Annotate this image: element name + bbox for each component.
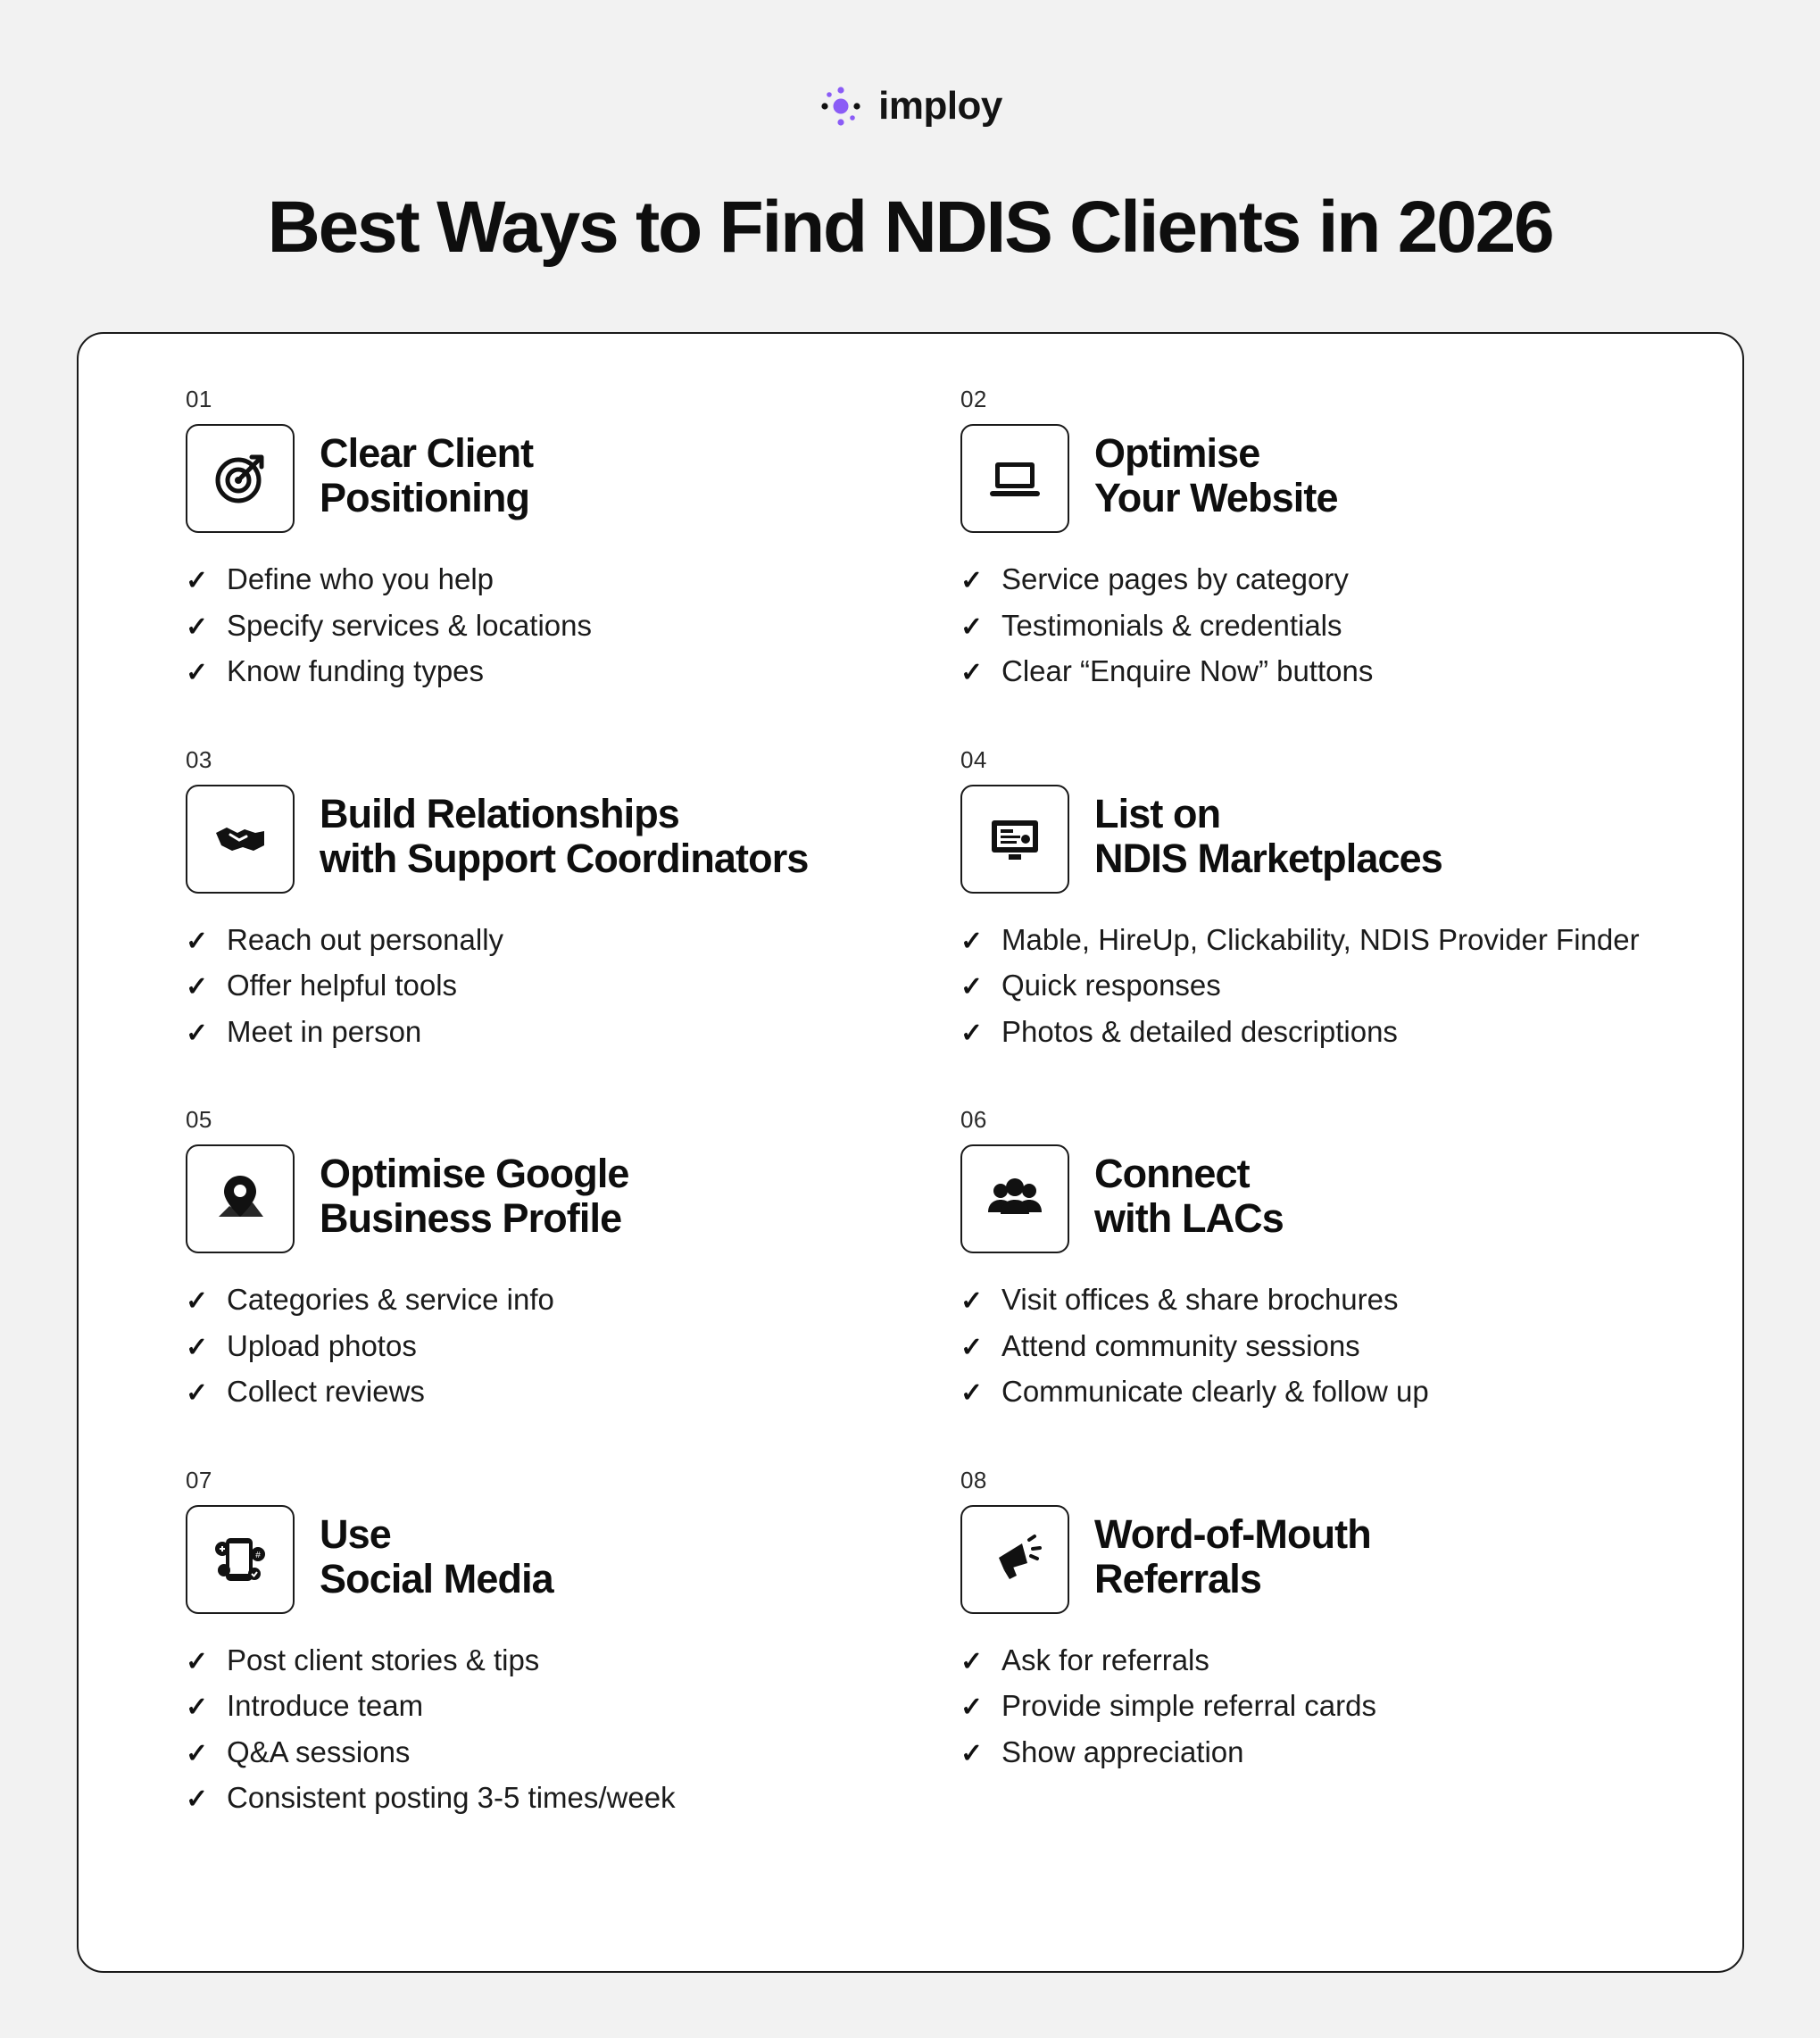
item-bullets [186,1277,885,1415]
brand-name: imploy [878,84,1002,128]
check-icon: ✓ [186,1332,209,1362]
bullet [960,1009,1682,1055]
item-bullets [960,1277,1682,1415]
bullet [960,1729,1682,1776]
bullet [186,1277,885,1323]
list-item [928,1467,1689,1821]
bullet-text: Introduce team [227,1689,424,1723]
bullet [960,556,1682,603]
bullet-text: Post client stories & tips [227,1643,540,1676]
people-group-icon [960,1144,1069,1253]
item-title [1094,1144,1284,1242]
check-icon: ✓ [186,926,209,956]
imploy-logo-icon [818,83,864,129]
item-header [186,424,885,533]
check-icon: ✓ [186,1738,209,1768]
handshake-icon [186,785,295,894]
item-number: 08 [960,1466,987,1493]
bullet [186,1368,885,1415]
bullet-text: Consistent posting 3-5 times/week [227,1781,676,1815]
list-item [928,386,1689,695]
bullet [186,1683,885,1729]
item-bullets [960,1637,1682,1776]
bullet-text: Attend community sessions [1001,1328,1360,1362]
bullet-text: Quick responses [1001,969,1221,1002]
item-title-line1: Word-of-Mouth [1094,1510,1371,1557]
bullet-text: Define who you help [227,562,494,595]
check-icon: ✓ [960,658,984,688]
item-title [320,785,808,882]
check-icon: ✓ [960,566,984,595]
item-header [960,1144,1682,1253]
bullet [186,556,885,603]
check-icon: ✓ [960,1646,984,1676]
check-icon: ✓ [960,1738,984,1768]
item-title-line2: with Support Coordinators [320,835,809,881]
online-store-monitor-icon [960,785,1069,894]
item-title [1094,785,1442,882]
item-number: 05 [186,1106,212,1134]
check-icon: ✓ [186,1378,209,1409]
check-icon: ✓ [186,566,209,595]
bullet-text: Categories & service info [227,1283,554,1317]
laptop-icon [960,424,1069,533]
item-bullets [186,1637,885,1821]
item-number: 07 [186,1466,212,1493]
bullet [186,1009,885,1055]
bullet-text: Meet in person [227,1014,422,1048]
check-icon: ✓ [960,972,984,1002]
check-icon: ✓ [186,611,209,642]
check-icon: ✓ [186,1784,209,1815]
bullet-text: Reach out personally [227,922,504,956]
check-icon: ✓ [186,1286,209,1317]
target-arrow-icon [186,424,295,533]
item-title [320,1505,553,1602]
list-item [132,1106,893,1415]
check-icon: ✓ [960,1018,984,1048]
bullet-text: Clear “Enquire Now” buttons [1001,654,1374,688]
bullet-text: Mable, HireUp, Clickability, NDIS Provider Finder [1001,922,1640,956]
item-title-line2: Your Website [1094,475,1338,521]
item-header [960,785,1682,894]
bullet [960,917,1682,963]
bullet-text: Show appreciation [1001,1734,1244,1768]
item-title-line2: NDIS Marketplaces [1094,835,1442,881]
bullet [186,1323,885,1369]
item-title-line2: Business Profile [320,1195,622,1242]
bullet-text: Upload photos [227,1328,417,1362]
item-title-line2: Social Media [320,1556,553,1602]
bullet-text: Visit offices & share brochures [1001,1283,1399,1317]
check-icon: ✓ [960,611,984,642]
item-title-line1: Optimise [1094,430,1260,476]
bullet [186,1637,885,1684]
bullet-text: Service pages by category [1001,562,1349,595]
bullet-text: Testimonials & credentials [1001,608,1342,642]
item-title-line1: Use [320,1510,391,1557]
check-icon: ✓ [960,1332,984,1362]
list-item [132,1467,893,1821]
check-icon: ✓ [960,926,984,956]
check-icon: ✓ [186,1693,209,1723]
bullet-text: Offer helpful tools [227,969,458,1002]
bullet [186,648,885,695]
bullet-text: Provide simple referral cards [1001,1689,1376,1723]
item-header [186,1505,885,1614]
item-title [1094,1505,1371,1602]
item-title-line1: List on [1094,790,1221,836]
check-icon: ✓ [960,1378,984,1409]
bullet-text: Communicate clearly & follow up [1001,1375,1429,1409]
bullet-text: Photos & detailed descriptions [1001,1014,1398,1048]
bullet [186,1729,885,1776]
item-title-line2: with LACs [1094,1195,1284,1242]
bullet [960,962,1682,1009]
item-title-line1: Clear Client [320,430,534,476]
svg-text:#: # [255,1550,261,1560]
bullet-text: Q&A sessions [227,1734,411,1768]
item-header [186,785,885,894]
item-title [320,1144,629,1242]
bullet [960,1277,1682,1323]
bullet [960,1637,1682,1684]
check-icon: ✓ [186,972,209,1002]
check-icon: ✓ [186,1646,209,1676]
bullet-text: Know funding types [227,654,485,688]
bullet [960,1323,1682,1369]
list-item [928,746,1689,1055]
items-card [77,332,1744,1973]
bullet [960,1683,1682,1729]
item-title-line1: Optimise Google [320,1151,629,1197]
check-icon: ✓ [186,658,209,688]
item-number: 02 [960,386,987,412]
item-title-line1: Connect [1094,1151,1250,1197]
item-bullets [960,917,1682,1055]
list-item [132,386,893,695]
item-title-line2: Positioning [320,475,530,521]
item-title [1094,424,1338,521]
item-number: 01 [186,386,212,412]
item-number: 06 [960,1106,987,1134]
brand-logo [0,0,1820,134]
item-title-line1: Build Relationships [320,790,679,836]
item-bullets [960,556,1682,695]
bullet-text: Specify services & locations [227,608,593,642]
item-bullets [186,556,885,695]
bullet [960,603,1682,649]
bullet [186,1775,885,1821]
map-pin-location-icon [186,1144,295,1253]
items-grid [79,334,1742,1857]
item-header [960,424,1682,533]
list-item [132,746,893,1055]
check-icon: ✓ [960,1693,984,1723]
item-title-line2: Referrals [1094,1556,1262,1602]
bullet-text: Collect reviews [227,1375,425,1409]
item-title [320,424,533,521]
list-item [928,1106,1689,1415]
item-number: 03 [186,745,212,773]
megaphone-icon [960,1505,1069,1614]
bullet [186,962,885,1009]
item-header [186,1144,885,1253]
item-bullets [186,917,885,1055]
item-header [960,1505,1682,1614]
check-icon: ✓ [186,1018,209,1048]
check-icon: ✓ [960,1286,984,1317]
bullet-text: Ask for referrals [1001,1643,1209,1676]
bullet [186,603,885,649]
item-number: 04 [960,745,987,773]
bullet [960,648,1682,695]
bullet [960,1368,1682,1415]
page-title: Best Ways to Find NDIS Clients in 2026 [267,187,1553,268]
social-media-phone-icon [186,1505,295,1614]
bullet [186,917,885,963]
